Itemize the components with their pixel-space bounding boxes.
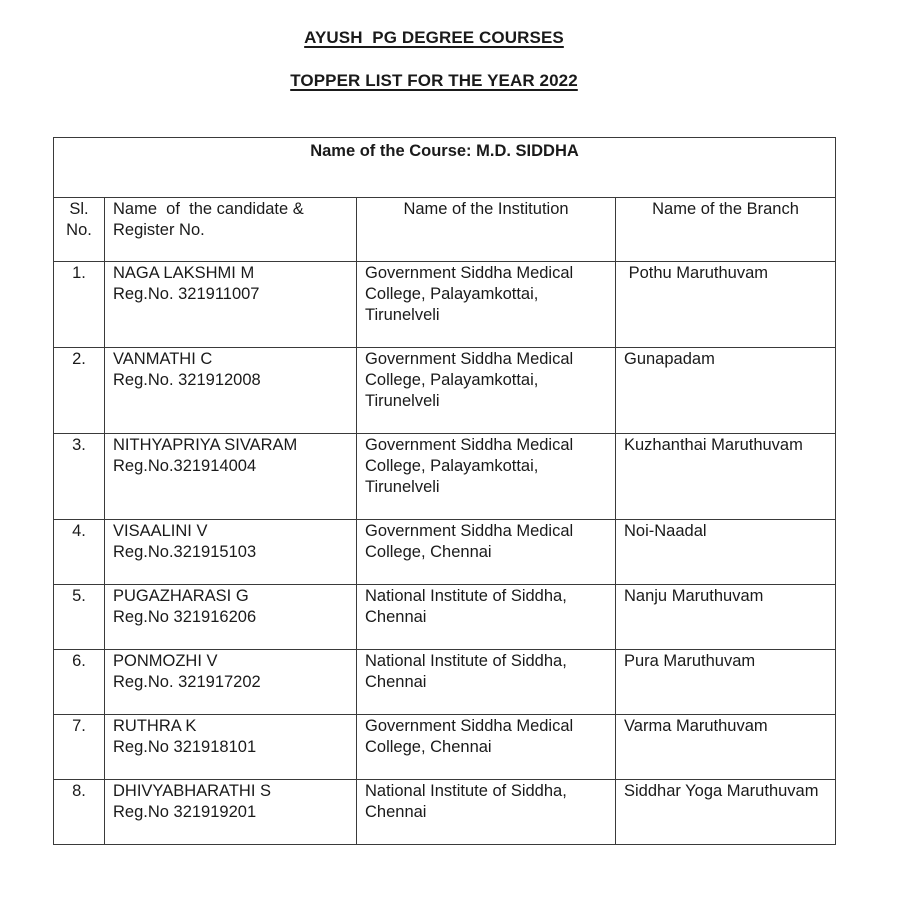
candidate-name: VANMATHI C <box>113 350 213 368</box>
register-number: Reg.No. 321911007 <box>113 285 260 303</box>
institution-line: Tirunelveli <box>365 478 440 496</box>
candidate-name: NITHYAPRIYA SIVARAM <box>113 436 298 454</box>
institution-cell <box>357 650 616 715</box>
register-number: Reg.No.321914004 <box>113 457 257 475</box>
header-row <box>54 198 836 262</box>
branch-name: Kuzhanthai Maruthuvam <box>616 434 836 520</box>
table-row <box>54 520 836 585</box>
candidate-cell <box>105 520 357 585</box>
institution-line: Government Siddha Medical <box>365 522 574 540</box>
institution-line: Chennai <box>365 803 427 821</box>
institution-line: National Institute of Siddha, <box>365 782 567 800</box>
institution-cell <box>357 348 616 434</box>
course-row <box>54 138 836 198</box>
table-row <box>54 262 836 348</box>
table-row <box>54 348 836 434</box>
institution-cell <box>357 520 616 585</box>
branch-name: Pothu Maruthuvam <box>616 262 836 348</box>
institution-cell <box>357 585 616 650</box>
table-row <box>54 434 836 520</box>
institution-cell <box>357 715 616 780</box>
register-number: Reg.No.321915103 <box>113 543 257 561</box>
candidate-cell <box>105 262 357 348</box>
institution-cell <box>357 780 616 845</box>
serial-number: 5. <box>54 585 105 650</box>
candidate-name: VISAALINI V <box>113 522 208 540</box>
header-branch: Name of the Branch <box>616 198 836 262</box>
document-subtitle-text: TOPPER LIST FOR THE YEAR 2022 <box>290 71 578 90</box>
register-number: Reg.No 321919201 <box>113 803 257 821</box>
branch-name: Pura Maruthuvam <box>616 650 836 715</box>
header-institution: Name of the Institution <box>357 198 616 262</box>
table-row <box>54 715 836 780</box>
institution-cell <box>357 434 616 520</box>
branch-name: Gunapadam <box>616 348 836 434</box>
institution-line: Tirunelveli <box>365 306 440 324</box>
table-row <box>54 585 836 650</box>
branch-name: Nanju Maruthuvam <box>616 585 836 650</box>
institution-line: College, Chennai <box>365 738 492 756</box>
candidate-cell <box>105 434 357 520</box>
institution-line: Government Siddha Medical <box>365 717 574 735</box>
institution-line: Government Siddha Medical <box>365 436 574 454</box>
candidate-cell <box>105 348 357 434</box>
header-candidate-line1: Name of the candidate & <box>113 200 304 218</box>
institution-line: National Institute of Siddha, <box>365 587 567 605</box>
serial-number: 2. <box>54 348 105 434</box>
serial-number: 4. <box>54 520 105 585</box>
course-name: Name of the Course: M.D. SIDDHA <box>54 138 836 198</box>
document-subtitle <box>0 71 868 91</box>
header-candidate <box>105 198 357 262</box>
header-sl-line1: Sl. <box>69 200 89 218</box>
candidate-cell <box>105 650 357 715</box>
candidate-cell <box>105 585 357 650</box>
institution-line: Chennai <box>365 608 427 626</box>
document-title-text: AYUSH PG DEGREE COURSES <box>304 28 564 47</box>
document-title <box>0 28 868 48</box>
candidate-name: DHIVYABHARATHI S <box>113 782 271 800</box>
header-sl-no <box>54 198 105 262</box>
institution-line: College, Palayamkottai, <box>365 371 539 389</box>
institution-line: Tirunelveli <box>365 392 440 410</box>
serial-number: 1. <box>54 262 105 348</box>
candidate-name: PONMOZHI V <box>113 652 218 670</box>
candidate-name: NAGA LAKSHMI M <box>113 264 255 282</box>
candidate-cell <box>105 780 357 845</box>
candidate-name: RUTHRA K <box>113 717 197 735</box>
serial-number: 8. <box>54 780 105 845</box>
branch-name: Siddhar Yoga Maruthuvam <box>616 780 836 845</box>
institution-line: National Institute of Siddha, <box>365 652 567 670</box>
institution-line: College, Palayamkottai, <box>365 285 539 303</box>
serial-number: 3. <box>54 434 105 520</box>
institution-line: College, Palayamkottai, <box>365 457 539 475</box>
institution-line: Government Siddha Medical <box>365 264 574 282</box>
candidate-cell <box>105 715 357 780</box>
table-row <box>54 650 836 715</box>
header-sl-line2: No. <box>66 221 92 239</box>
institution-cell <box>357 262 616 348</box>
header-candidate-line2: Register No. <box>113 221 205 239</box>
register-number: Reg.No. 321912008 <box>113 371 261 389</box>
serial-number: 6. <box>54 650 105 715</box>
institution-line: College, Chennai <box>365 543 492 561</box>
serial-number: 7. <box>54 715 105 780</box>
table-row <box>54 780 836 845</box>
institution-line: Government Siddha Medical <box>365 350 574 368</box>
topper-table <box>53 137 836 845</box>
register-number: Reg.No 321916206 <box>113 608 257 626</box>
branch-name: Varma Maruthuvam <box>616 715 836 780</box>
candidate-name: PUGAZHARASI G <box>113 587 249 605</box>
register-number: Reg.No 321918101 <box>113 738 257 756</box>
register-number: Reg.No. 321917202 <box>113 673 261 691</box>
institution-line: Chennai <box>365 673 427 691</box>
branch-name: Noi-Naadal <box>616 520 836 585</box>
